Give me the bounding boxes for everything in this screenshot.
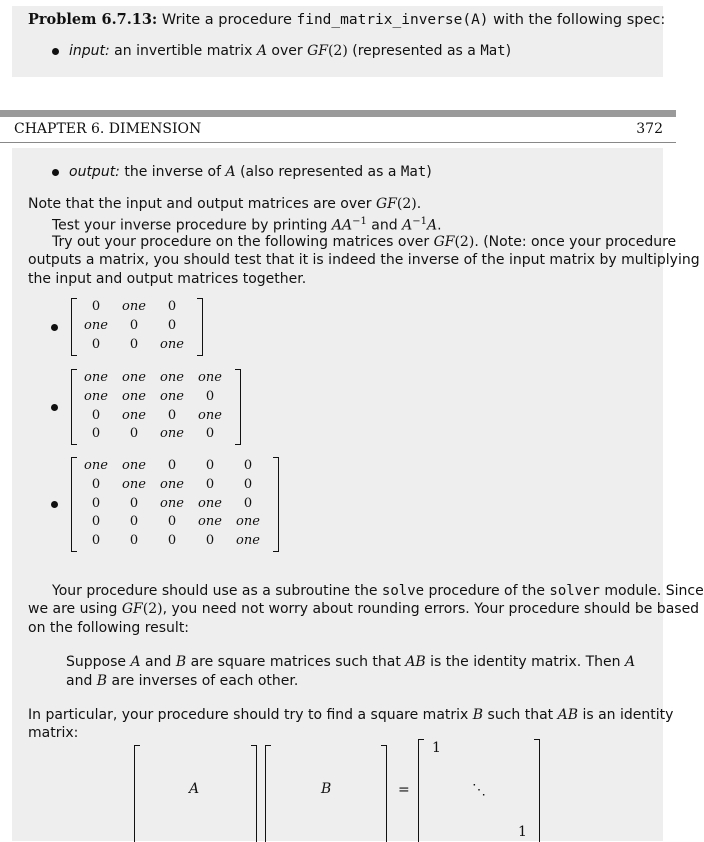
matrix-3-cell: 0 <box>205 533 215 549</box>
bullet-icon <box>51 404 58 411</box>
identity-left-bracket <box>418 739 424 842</box>
matrix-1-cell: 0 <box>167 317 177 333</box>
matrix-3-cell: one <box>122 476 146 492</box>
matrix-1-cell: 0 <box>129 336 139 352</box>
matrix-1-cell: one <box>160 336 184 352</box>
matrix-1-cell: 0 <box>129 317 139 333</box>
right-bracket <box>273 457 279 552</box>
matrix-3-cell: 0 <box>243 495 253 511</box>
matrix-1-cell: 0 <box>91 336 101 352</box>
right-bracket <box>235 369 241 445</box>
matrix-3-cell: 0 <box>91 514 101 530</box>
matrix-2-cell: one <box>122 388 146 404</box>
matrix-3-cell: one <box>236 514 260 530</box>
matrix-3-cell: 0 <box>91 495 101 511</box>
matrix-3-cell: one <box>198 495 222 511</box>
matrix-3-cell: 0 <box>167 533 177 549</box>
matrix-2-cell: 0 <box>91 407 101 423</box>
matrix-2-cell: one <box>84 388 108 404</box>
matrix-2-cell: 0 <box>91 426 101 442</box>
matrix-3-cell: 0 <box>205 458 215 473</box>
matrix-2-cell: 0 <box>205 388 215 404</box>
matrix-3-cell: one <box>84 458 108 473</box>
test-paragraph: Test your inverse procedure by printing $AA^{-1}$ and $A^{-1}A$. <box>52 216 442 234</box>
particular-line-1: In particular, your procedure should try to find a square matrix B such that AB is an identity <box>28 707 674 723</box>
matrix-a-right-bracket <box>251 745 257 842</box>
matrix-3-cell: 0 <box>129 533 139 549</box>
matrix-1-cell: 0 <box>167 299 177 314</box>
quote-line-1: Suppose A and B are square matrices such that AB is the identity matrix. Then A <box>66 654 636 670</box>
identity-right-bracket <box>534 739 540 842</box>
header-rule <box>0 142 676 143</box>
matrix-b-right-bracket <box>381 745 387 842</box>
diagonal-dots: ⋱ <box>472 782 486 798</box>
matrix-a-label: A <box>189 781 200 797</box>
matrix-2-cell: one <box>198 370 222 385</box>
matrix-b-label: B <box>321 781 332 797</box>
matrix-2-cell: 0 <box>167 407 177 423</box>
matrix-3-cell: one <box>160 476 184 492</box>
matrix-3-cell: 0 <box>91 476 101 492</box>
bullet-icon <box>52 169 59 176</box>
bullet-icon <box>52 48 59 55</box>
matrix-3-cell: one <box>198 514 222 530</box>
matrix-3-cell: 0 <box>167 458 177 473</box>
identity-top-one: 1 <box>432 740 441 756</box>
matrix-2-cell: one <box>122 370 146 385</box>
problem-title: Problem 6.7.13: Write a procedure find_matrix_inverse(A) with the following spec: <box>28 11 666 28</box>
note-paragraph: Note that the input and output matrices are over GF(2). <box>28 196 422 212</box>
matrix-a-left-bracket <box>134 745 140 842</box>
matrix-3 <box>71 457 279 552</box>
matrix-1-cell: 0 <box>91 299 101 314</box>
output-spec: output: the inverse of A (also represented as a Mat) <box>52 164 432 180</box>
matrix-3-cell: one <box>236 533 260 549</box>
matrix-2-cell: one <box>122 407 146 423</box>
matrix-b-left-bracket <box>265 745 271 842</box>
input-spec: input: an invertible matrix A over GF(2) (represented as a Mat) <box>52 43 511 59</box>
matrix-3-cell: 0 <box>205 476 215 492</box>
function-name: find_matrix_inverse(A) <box>296 12 489 28</box>
solver-line-1: Your procedure should use as a subroutine the solve procedure of the solver module. Since <box>52 583 704 599</box>
matrix-3-cell: 0 <box>167 514 177 530</box>
matrix-2-cell: 0 <box>205 426 215 442</box>
solver-line-2: we are using GF(2), you need not worry about rounding errors. Your procedure should be based <box>28 601 700 617</box>
quote-line-2: and B are inverses of each other. <box>66 673 299 689</box>
matrix-1-cell: one <box>122 299 146 314</box>
chapter-header: CHAPTER 6. DIMENSION <box>14 121 202 137</box>
matrix-2-cell: one <box>198 407 222 423</box>
particular-line-2: matrix: <box>28 725 79 741</box>
matrix-2-cell: one <box>160 388 184 404</box>
tryout-line-3: the input and output matrices together. <box>28 271 307 287</box>
right-bracket <box>197 298 203 356</box>
matrix-3-cell: one <box>160 495 184 511</box>
tryout-line-2: outputs a matrix, you should test that it is indeed the inverse of the input matrix by multiplying <box>28 252 700 268</box>
matrix-2-cell: 0 <box>129 426 139 442</box>
matrix-3-cell: 0 <box>129 514 139 530</box>
identity-bottom-one: 1 <box>518 824 527 840</box>
page-separator <box>0 110 676 117</box>
matrix-3-cell: 0 <box>91 533 101 549</box>
solver-line-3: on the following result: <box>28 620 190 636</box>
tryout-line-1: Try out your procedure on the following matrices over GF(2). (Note: once your procedure <box>52 234 677 250</box>
matrix-3-cell: one <box>122 458 146 473</box>
matrix-2 <box>71 369 241 445</box>
matrix-3-cell: 0 <box>243 458 253 473</box>
matrix-3-cell: 0 <box>243 476 253 492</box>
problem-label: Problem 6.7.13: <box>28 11 158 28</box>
matrix-1 <box>71 298 203 356</box>
bullet-icon <box>51 501 58 508</box>
bullet-icon <box>51 324 58 331</box>
page-number: 372 <box>636 121 663 137</box>
matrix-2-cell: one <box>84 370 108 385</box>
matrix-2-cell: one <box>160 370 184 385</box>
matrix-3-cell: 0 <box>129 495 139 511</box>
equals-sign: = <box>398 782 410 798</box>
matrix-2-cell: one <box>160 426 184 442</box>
matrix-1-cell: one <box>84 317 108 333</box>
